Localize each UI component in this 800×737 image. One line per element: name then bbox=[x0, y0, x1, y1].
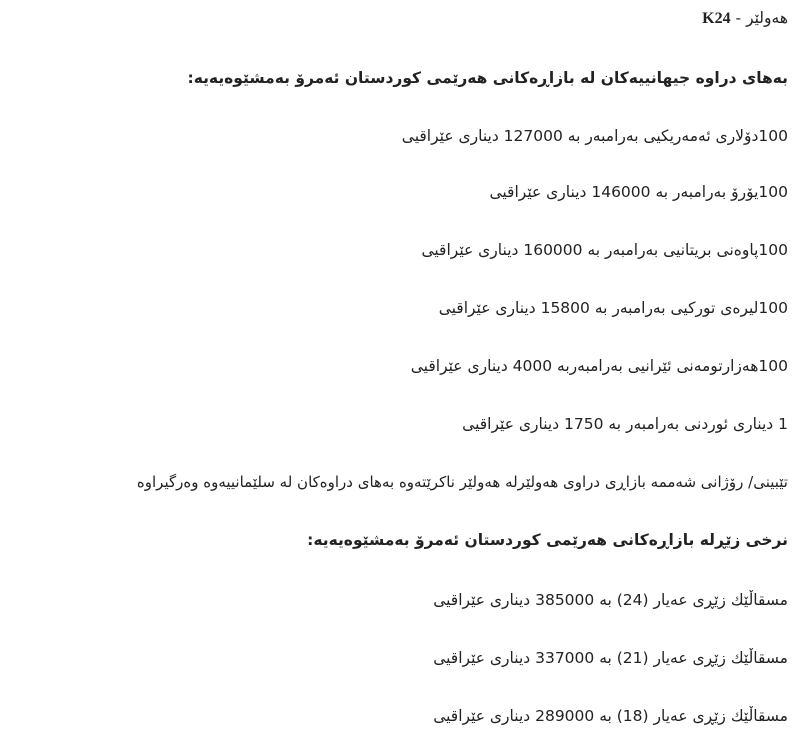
currency-rate-usd: 100دۆلاری ئەمەریکیی بەرامبەر بە 127000 دیناری عێراقیی bbox=[401, 127, 788, 145]
dateline-separator: - bbox=[735, 9, 742, 27]
currency-rate-eur: 100یۆرۆ بەرامبەر بە 146000 دیناری عێراقیی bbox=[489, 183, 788, 201]
dateline-city: هەولێر bbox=[746, 9, 788, 27]
currency-rate-irr: 100هەزارتومەنی ئێرانیی بەرامبەربە 4000 دیناری عێراقیی bbox=[410, 357, 788, 375]
dateline bbox=[8, 6, 788, 31]
gold-heading: نرخی زێڕلە بازاڕەکانی هەرێمی کوردستان ئەمرۆ بەمشێوەیەیە: bbox=[307, 531, 788, 549]
currency-note: تێبینی/ رۆژانی شەممە بازاڕی دراوی هەولێرلە هەولێر ناکرێتەوە بەهای دراوەکان لە سلێمانییەوە وەرگیراوە bbox=[136, 473, 788, 491]
gold-price-21k: مسقاڵێك زێڕی عەیار (21) بە 337000 دیناری عێراقیی bbox=[433, 649, 788, 667]
currency-rate-gbp: 100پاوەنی بریتانیی بەرامبەر بە 160000 دیناری عێراقیی bbox=[421, 241, 788, 259]
currency-heading: بەهای دراوە جیهانییەکان لە بازاڕەکانی هەرێمی کوردستان ئەمرۆ بەمشێوەیەیە: bbox=[187, 69, 788, 87]
currency-rate-jod: 1 دیناری ئوردنی بەرامبەر بە 1750 دیناری عێراقیی bbox=[462, 415, 788, 433]
currency-rate-try: 100لیرەی تورکیی بەرامبەر بە 15800 دیناری عێراقیی bbox=[438, 299, 788, 317]
gold-price-18k: مسقاڵێك زێڕی عەیار (18) بە 289000 دیناری عێراقیی bbox=[433, 707, 788, 725]
dateline-source: K24 bbox=[702, 10, 731, 27]
gold-price-24k: مسقاڵێك زێڕی عەیار (24) بە 385000 دیناری عێراقیی bbox=[433, 591, 788, 609]
